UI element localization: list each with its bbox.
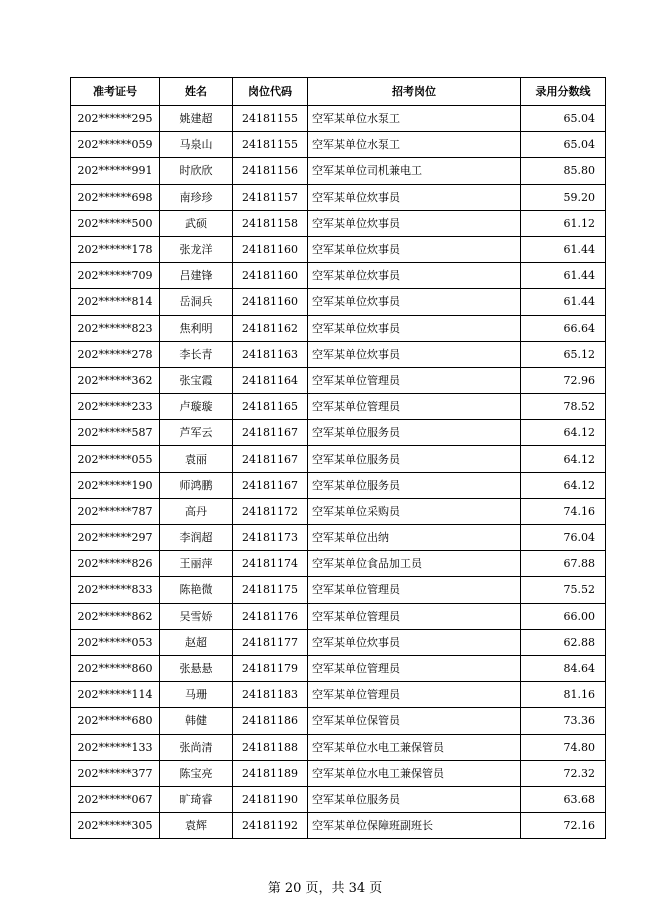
admission-score-table — [70, 77, 606, 839]
cell-post: 空军某单位炊事员 — [308, 210, 521, 236]
cell-post-code: 24181157 — [233, 184, 308, 210]
cell-post: 空军某单位服务员 — [308, 420, 521, 446]
cell-post-code: 24181155 — [233, 106, 308, 132]
cell-exam-id: 202******814 — [71, 289, 160, 315]
table-row — [71, 498, 606, 524]
cell-name: 张尚清 — [160, 734, 233, 760]
cell-score: 59.20 — [521, 184, 606, 210]
cell-post: 空军某单位水电工兼保管员 — [308, 734, 521, 760]
cell-score: 63.68 — [521, 786, 606, 812]
cell-post: 空军某单位炊事员 — [308, 315, 521, 341]
header-name: 姓名 — [160, 78, 233, 106]
cell-post-code: 24181176 — [233, 603, 308, 629]
cell-score: 72.32 — [521, 760, 606, 786]
cell-exam-id: 202******297 — [71, 525, 160, 551]
cell-post-code: 24181164 — [233, 367, 308, 393]
cell-name: 李长青 — [160, 341, 233, 367]
cell-post-code: 24181186 — [233, 708, 308, 734]
cell-post-code: 24181167 — [233, 472, 308, 498]
cell-post-code: 24181160 — [233, 236, 308, 262]
table-row — [71, 158, 606, 184]
cell-score: 74.16 — [521, 498, 606, 524]
cell-score: 81.16 — [521, 682, 606, 708]
cell-post: 空军某单位司机兼电工 — [308, 158, 521, 184]
cell-exam-id: 202******114 — [71, 682, 160, 708]
cell-post: 空军某单位炊事员 — [308, 263, 521, 289]
cell-post: 空军某单位采购员 — [308, 498, 521, 524]
cell-post: 空军某单位炊事员 — [308, 289, 521, 315]
cell-score: 67.88 — [521, 551, 606, 577]
cell-post: 空军某单位保障班副班长 — [308, 813, 521, 839]
cell-post-code: 24181172 — [233, 498, 308, 524]
cell-exam-id: 202******709 — [71, 263, 160, 289]
table-row — [71, 629, 606, 655]
cell-post-code: 24181158 — [233, 210, 308, 236]
table-row — [71, 655, 606, 681]
cell-score: 75.52 — [521, 577, 606, 603]
cell-name: 陈艳微 — [160, 577, 233, 603]
cell-score: 73.36 — [521, 708, 606, 734]
table-row — [71, 446, 606, 472]
table-header-row — [71, 78, 606, 106]
table-row — [71, 760, 606, 786]
table-body — [71, 106, 606, 839]
table-row — [71, 341, 606, 367]
cell-name: 李润超 — [160, 525, 233, 551]
cell-score: 61.44 — [521, 236, 606, 262]
table-row — [71, 367, 606, 393]
cell-post-code: 24181160 — [233, 263, 308, 289]
cell-post: 空军某单位食品加工员 — [308, 551, 521, 577]
cell-name: 袁辉 — [160, 813, 233, 839]
table-row — [71, 734, 606, 760]
cell-score: 64.12 — [521, 420, 606, 446]
cell-score: 61.44 — [521, 289, 606, 315]
cell-post-code: 24181162 — [233, 315, 308, 341]
cell-name: 陈宝亮 — [160, 760, 233, 786]
cell-exam-id: 202******680 — [71, 708, 160, 734]
cell-post: 空军某单位服务员 — [308, 472, 521, 498]
cell-score: 76.04 — [521, 525, 606, 551]
cell-post: 空军某单位炊事员 — [308, 184, 521, 210]
cell-name: 王丽萍 — [160, 551, 233, 577]
cell-score: 66.64 — [521, 315, 606, 341]
cell-name: 师鸿鹏 — [160, 472, 233, 498]
cell-name: 卢璇璇 — [160, 394, 233, 420]
cell-post: 空军某单位管理员 — [308, 577, 521, 603]
cell-exam-id: 202******233 — [71, 394, 160, 420]
cell-name: 高丹 — [160, 498, 233, 524]
table-row — [71, 132, 606, 158]
cell-score: 62.88 — [521, 629, 606, 655]
cell-post-code: 24181188 — [233, 734, 308, 760]
table-row — [71, 106, 606, 132]
cell-score: 64.12 — [521, 446, 606, 472]
cell-name: 南珍珍 — [160, 184, 233, 210]
cell-post-code: 24181167 — [233, 446, 308, 472]
cell-score: 65.04 — [521, 106, 606, 132]
cell-name: 赵超 — [160, 629, 233, 655]
cell-name: 吕建锋 — [160, 263, 233, 289]
cell-score: 66.00 — [521, 603, 606, 629]
cell-post-code: 24181192 — [233, 813, 308, 839]
cell-post-code: 24181167 — [233, 420, 308, 446]
cell-name: 马泉山 — [160, 132, 233, 158]
header-post: 招考岗位 — [308, 78, 521, 106]
header-score: 录用分数线 — [521, 78, 606, 106]
cell-name: 芦军云 — [160, 420, 233, 446]
cell-exam-id: 202******305 — [71, 813, 160, 839]
table-row — [71, 315, 606, 341]
cell-name: 时欣欣 — [160, 158, 233, 184]
cell-exam-id: 202******991 — [71, 158, 160, 184]
cell-post: 空军某单位管理员 — [308, 603, 521, 629]
cell-name: 韩健 — [160, 708, 233, 734]
cell-score: 72.96 — [521, 367, 606, 393]
cell-exam-id: 202******178 — [71, 236, 160, 262]
cell-name: 姚建超 — [160, 106, 233, 132]
cell-post: 空军某单位出纳 — [308, 525, 521, 551]
cell-exam-id: 202******787 — [71, 498, 160, 524]
cell-post: 空军某单位保管员 — [308, 708, 521, 734]
cell-exam-id: 202******587 — [71, 420, 160, 446]
cell-exam-id: 202******860 — [71, 655, 160, 681]
cell-score: 85.80 — [521, 158, 606, 184]
cell-post: 空军某单位炊事员 — [308, 629, 521, 655]
table-row — [71, 263, 606, 289]
cell-exam-id: 202******377 — [71, 760, 160, 786]
cell-post-code: 24181190 — [233, 786, 308, 812]
cell-name: 张悬悬 — [160, 655, 233, 681]
cell-post-code: 24181155 — [233, 132, 308, 158]
cell-post: 空军某单位炊事员 — [308, 341, 521, 367]
cell-name: 张宝霞 — [160, 367, 233, 393]
header-exam-id: 准考证号 — [71, 78, 160, 106]
cell-exam-id: 202******823 — [71, 315, 160, 341]
table-row — [71, 394, 606, 420]
cell-name: 焦利明 — [160, 315, 233, 341]
page-number: 第 20 页，共 34 页 — [267, 881, 383, 896]
table-row — [71, 525, 606, 551]
cell-exam-id: 202******133 — [71, 734, 160, 760]
cell-post-code: 24181177 — [233, 629, 308, 655]
cell-post-code: 24181160 — [233, 289, 308, 315]
cell-name: 马珊 — [160, 682, 233, 708]
cell-post-code: 24181156 — [233, 158, 308, 184]
cell-post: 空军某单位服务员 — [308, 786, 521, 812]
cell-name: 岳洞兵 — [160, 289, 233, 315]
table-row — [71, 708, 606, 734]
cell-exam-id: 202******862 — [71, 603, 160, 629]
cell-score: 65.04 — [521, 132, 606, 158]
cell-score: 74.80 — [521, 734, 606, 760]
cell-score: 61.12 — [521, 210, 606, 236]
cell-post: 空军某单位水电工兼保管员 — [308, 760, 521, 786]
cell-post: 空军某单位水泵工 — [308, 132, 521, 158]
cell-exam-id: 202******278 — [71, 341, 160, 367]
cell-exam-id: 202******833 — [71, 577, 160, 603]
table-row — [71, 551, 606, 577]
cell-post-code: 24181175 — [233, 577, 308, 603]
table-row — [71, 236, 606, 262]
cell-post-code: 24181165 — [233, 394, 308, 420]
cell-post: 空军某单位管理员 — [308, 682, 521, 708]
cell-name: 袁丽 — [160, 446, 233, 472]
cell-name: 吴雪娇 — [160, 603, 233, 629]
cell-name: 武硕 — [160, 210, 233, 236]
cell-post-code: 24181174 — [233, 551, 308, 577]
cell-exam-id: 202******500 — [71, 210, 160, 236]
cell-score: 84.64 — [521, 655, 606, 681]
cell-name: 旷琦睿 — [160, 786, 233, 812]
cell-score: 72.16 — [521, 813, 606, 839]
cell-exam-id: 202******190 — [71, 472, 160, 498]
table-row — [71, 210, 606, 236]
table-row — [71, 289, 606, 315]
cell-post: 空军某单位水泵工 — [308, 106, 521, 132]
cell-score: 78.52 — [521, 394, 606, 420]
cell-score: 65.12 — [521, 341, 606, 367]
table-row — [71, 420, 606, 446]
cell-score: 61.44 — [521, 263, 606, 289]
table-row — [71, 577, 606, 603]
cell-post-code: 24181189 — [233, 760, 308, 786]
cell-name: 张龙洋 — [160, 236, 233, 262]
cell-post: 空军某单位服务员 — [308, 446, 521, 472]
table-row — [71, 603, 606, 629]
cell-post: 空军某单位炊事员 — [308, 236, 521, 262]
table-row — [71, 472, 606, 498]
cell-post: 空军某单位管理员 — [308, 655, 521, 681]
cell-post-code: 24181173 — [233, 525, 308, 551]
table-row — [71, 682, 606, 708]
cell-exam-id: 202******053 — [71, 629, 160, 655]
cell-post-code: 24181179 — [233, 655, 308, 681]
header-post-code: 岗位代码 — [233, 78, 308, 106]
cell-post-code: 24181163 — [233, 341, 308, 367]
cell-exam-id: 202******067 — [71, 786, 160, 812]
cell-exam-id: 202******698 — [71, 184, 160, 210]
cell-exam-id: 202******059 — [71, 132, 160, 158]
table-row — [71, 786, 606, 812]
cell-exam-id: 202******362 — [71, 367, 160, 393]
cell-post-code: 24181183 — [233, 682, 308, 708]
cell-exam-id: 202******295 — [71, 106, 160, 132]
cell-exam-id: 202******055 — [71, 446, 160, 472]
cell-post: 空军某单位管理员 — [308, 394, 521, 420]
cell-score: 64.12 — [521, 472, 606, 498]
table-row — [71, 813, 606, 839]
cell-post: 空军某单位管理员 — [308, 367, 521, 393]
cell-exam-id: 202******826 — [71, 551, 160, 577]
table-row — [71, 184, 606, 210]
